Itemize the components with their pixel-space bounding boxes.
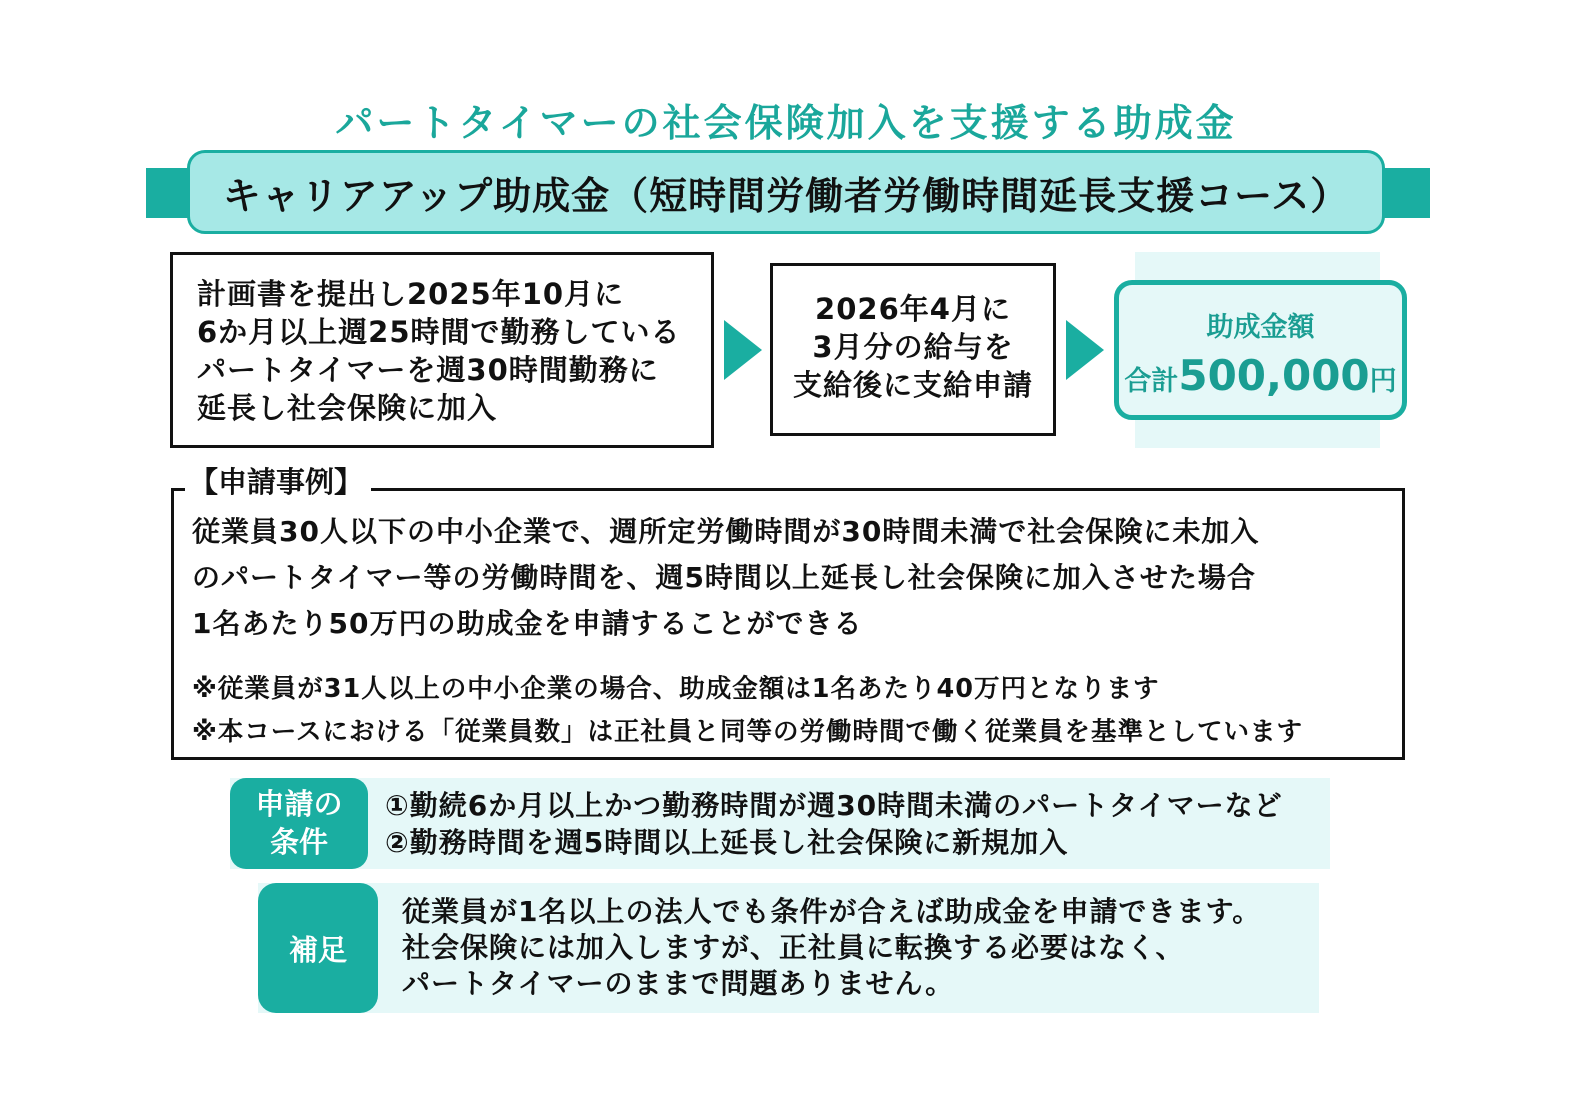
flow-step-apply [770,263,1056,436]
supplement-line: 社会保険には加入しますが、正社員に転換する必要はなく、 [402,931,1185,964]
subsidy-amount-box [1114,280,1407,420]
case-notes [192,668,1303,754]
supplement-line: 従業員が1名以上の法人でも条件が合えば助成金を申請できます。 [402,895,1262,928]
triangle-right-icon [1066,320,1104,380]
condition-item: ②勤務時間を週5時間以上延長し社会保険に新規加入 [385,826,1069,859]
step1-line: 延長し社会保険に加入 [197,391,498,425]
triangle-right-icon [724,320,762,380]
supplement-text [402,894,1261,1002]
course-title: キャリアアップ助成金（短時間労働者労働時間延長支援コース） [222,173,1350,218]
conditions-list [385,787,1283,861]
amount-row [1119,351,1402,400]
case-line: 1名あたり50万円の助成金を申請することができる [192,607,863,640]
note-line: ※従業員が31人以上の中小企業の場合、助成金額は1名あたり40万円となります [192,674,1160,704]
amount-unit: 円 [1369,366,1397,397]
conditions-tag [230,778,368,869]
amount-value: 500,000 [1178,351,1370,400]
step1-line: 計画書を提出し2025年10月に [197,277,625,311]
conditions-tag-line: 申請の [255,787,343,821]
case-heading: 【申請事例】 [185,462,371,502]
step2-line: 支給後に支給申請 [792,368,1033,402]
case-line: のパートタイマー等の労働時間を、週5時間以上延長し社会保険に加入させた場合 [192,561,1256,594]
flow-step-plan [170,252,714,448]
supplement-tag: 補足 [258,883,378,1013]
case-body [192,509,1259,647]
page-title: パートタイマーの社会保険加入を支援する助成金 [335,101,1237,145]
step1-line: 6か月以上週25時間で勤務している [197,315,681,349]
condition-item: ①勤続6か月以上かつ勤務時間が週30時間未満のパートタイマーなど [385,789,1283,822]
amount-prefix: 合計 [1124,366,1179,397]
step2-line: 2026年4月に [815,292,1011,326]
amount-label: 助成金額 [1206,312,1315,343]
course-banner [187,150,1385,234]
conditions-tag-line: 条件 [269,825,328,859]
step2-line: 3月分の給与を [812,330,1014,364]
case-line: 従業員30人以下の中小企業で、週所定労働時間が30時間未満で社会保険に未加入 [192,515,1260,548]
supplement-line: パートタイマーのままで問題ありません。 [402,967,955,1000]
note-line: ※本コースにおける「従業員数」は正社員と同等の労働時間で働く従業員を基準としています [192,717,1304,747]
step1-line: パートタイマーを週30時間勤務に [197,353,659,387]
